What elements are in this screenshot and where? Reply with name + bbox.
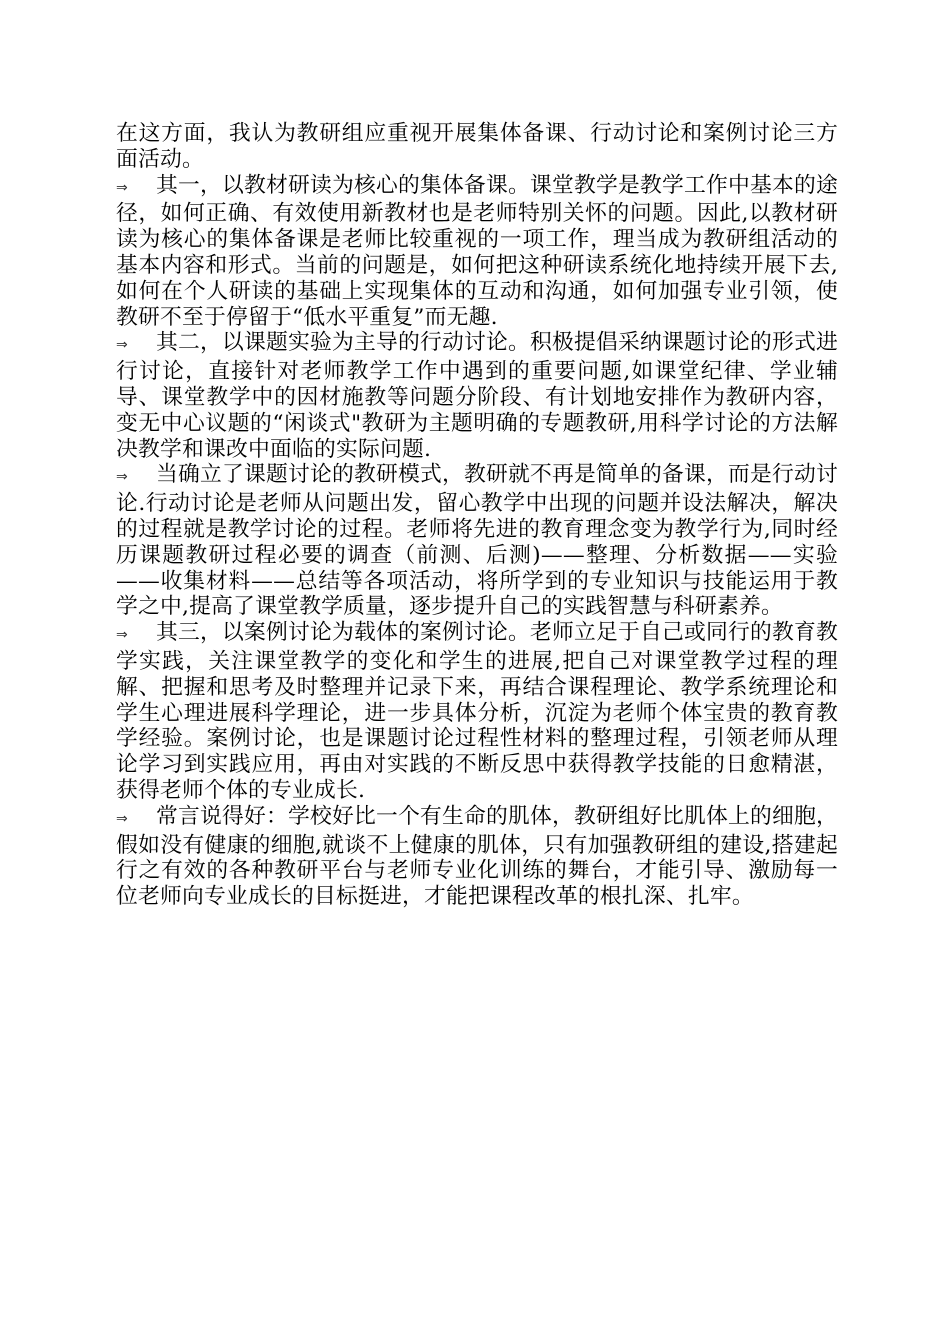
- paragraph-text: 在这方面，我认为教研组应重视开展集体备课、行动讨论和案例讨论三方面活动。: [116, 121, 838, 172]
- arrow-marker-icon: ⇒: [116, 179, 128, 196]
- arrow-marker-icon: ⇒: [116, 337, 128, 354]
- paragraph-text: 常言说得好：学校好比一个有生命的肌体，教研组好比肌体上的细胞，假如没有健康的细胞,就谈不上健康的肌体，只有加强教研组的建设,搭建起行之有效的各种教研平台与老师专业化训练的舞台，才能引导、激励每一位老师向专业成长的目标挺进，才能把课程改革的根扎深、扎牢。: [116, 803, 838, 910]
- paragraph-intro: [116, 121, 838, 173]
- paragraph-conclusion: [116, 804, 838, 910]
- paragraph-point-3: [116, 620, 838, 804]
- arrow-marker-icon: ⇒: [116, 810, 128, 827]
- paragraph-point-1: [116, 173, 838, 331]
- paragraph-text: 其一，以教材研读为核心的集体备课。课堂教学是教学工作中基本的途径，如何正确、有效使用新教材也是老师特别关怀的问题。因此,以教材研读为核心的集体备课是老师比较重视的一项工作，理当成为教研组活动的基本内容和形式。当前的问题是，如何把这种研读系统化地持续开展下去,如何在个人研读的基础上实现集体的互动和沟通，如何加强专业引领，使教研不至于停留于“低水平重复”而无趣.: [116, 172, 838, 330]
- paragraph-text: 其二，以课题实验为主导的行动讨论。积极提倡采纳课题讨论的形式进行讨论，直接针对老师教学工作中遇到的重要问题,如课堂纪律、学业辅导、课堂教学中的因材施教等问题分阶段、有计划地安排作为教研内容，变无中心议题的“闲谈式"教研为主题明确的专题教研,用科学讨论的方法解决教学和课改中面临的实际问题.: [116, 330, 838, 462]
- document-body: [116, 121, 838, 910]
- paragraph-text: 当确立了课题讨论的教研模式，教研就不再是简单的备课，而是行动讨论.行动讨论是老师从问题出发，留心教学中出现的问题并设法解决，解决的过程就是教学讨论的过程。老师将先进的教育理念变为教学行为,同时经历课题教研过程必要的调查（前测、后测)——整理、分析数据——实验——收集材料——总结等各项活动，将所学到的专业知识与技能运用于教学之中,提高了课堂教学质量，逐步提升自己的实践智慧与科研素养。: [116, 462, 838, 620]
- paragraph-action-research: [116, 462, 838, 620]
- arrow-marker-icon: ⇒: [116, 627, 128, 644]
- paragraph-point-2: [116, 330, 838, 462]
- paragraph-text: 其三，以案例讨论为载体的案例讨论。老师立足于自己或同行的教育教学实践，关注课堂教学的变化和学生的进展,把自己对课堂教学过程的理解、把握和思考及时整理并记录下来，再结合课程理论、教学系统理论和学生心理进展科学理论，进一步具体分析，沉淀为老师个体宝贵的教育教学经验。案例讨论，也是课题讨论过程性材料的整理过程，引领老师从理论学习到实践应用，再由对实践的不断反思中获得教学技能的日愈精湛，获得老师个体的专业成长.: [116, 620, 838, 803]
- arrow-marker-icon: ⇒: [116, 469, 128, 486]
